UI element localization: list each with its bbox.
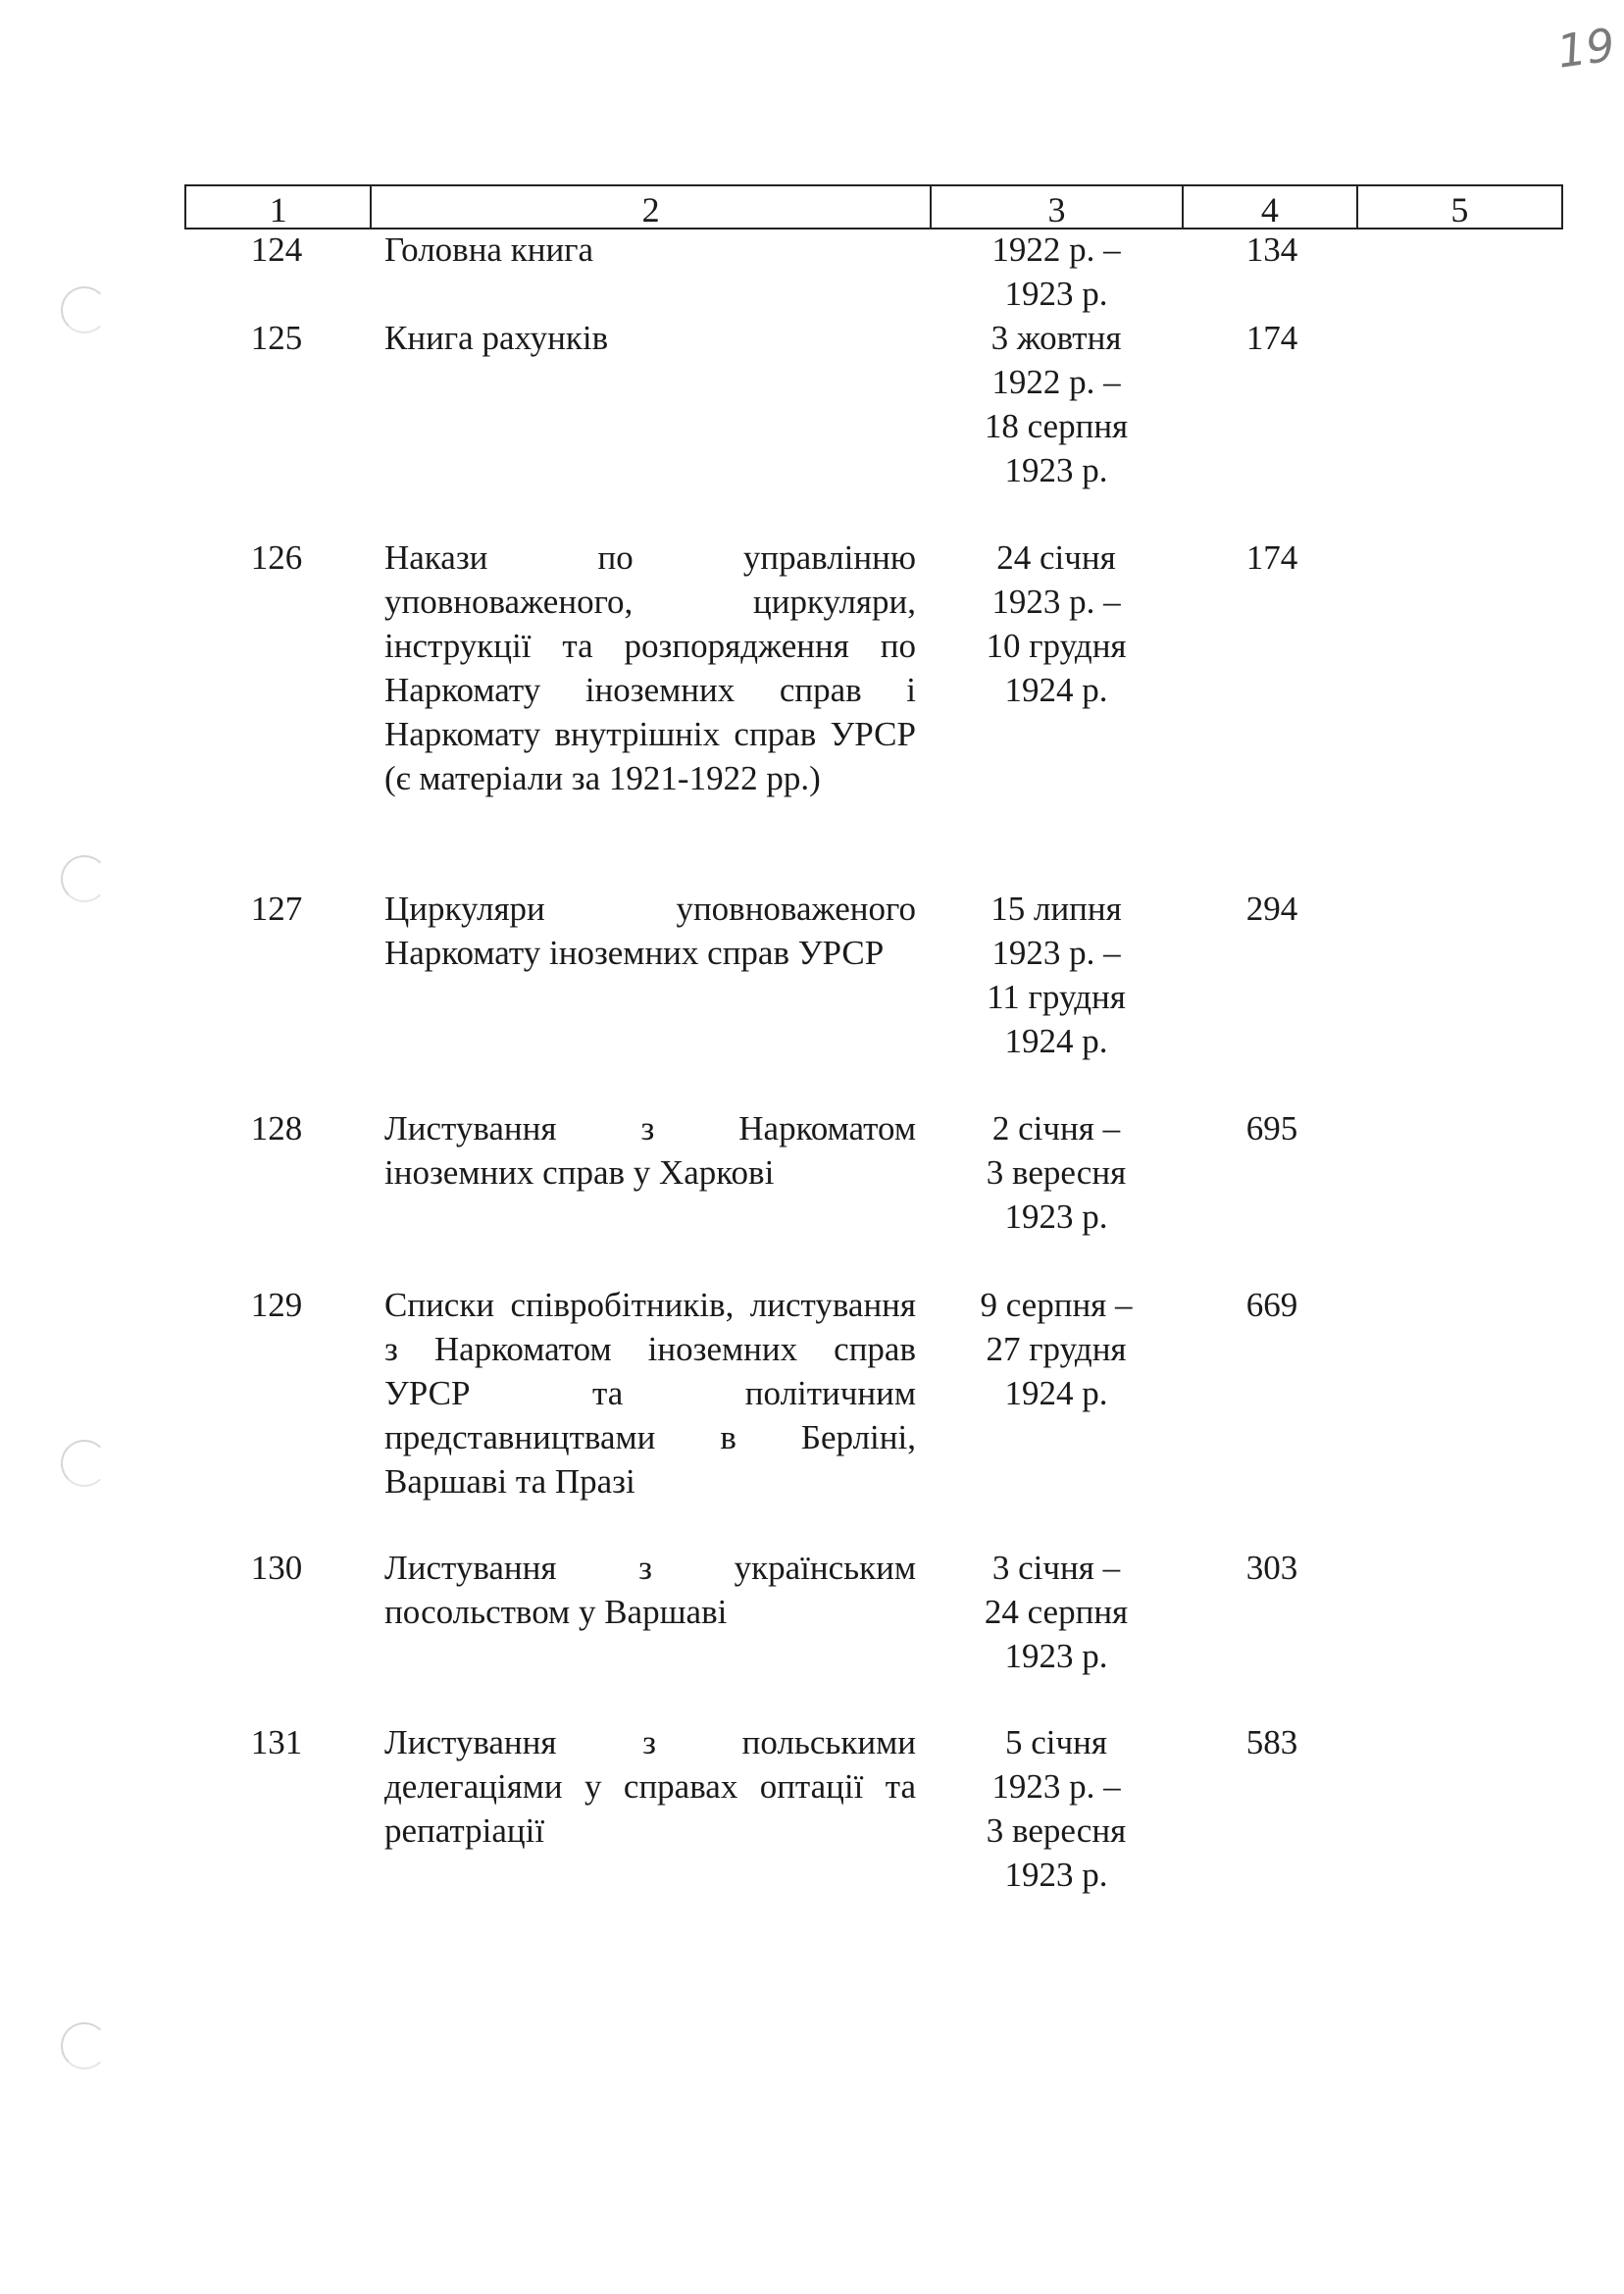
page-number: 19 <box>1553 18 1619 78</box>
date-line: 3 січня – <box>991 1549 1121 1587</box>
row-title: Листування з українським посольством у Варшаві <box>384 1549 916 1631</box>
date-line: 5 січня <box>1005 1723 1107 1761</box>
row-number: 126 <box>250 538 303 577</box>
date-line: 1923 р. <box>1004 275 1108 313</box>
row-number: 130 <box>250 1549 303 1587</box>
row-number: 125 <box>250 319 303 357</box>
date-line: 3 вересня <box>986 1811 1127 1850</box>
row-dates <box>930 887 1183 1063</box>
date-line: 10 грудня <box>986 627 1127 665</box>
row-sheet-count: 174 <box>1245 538 1298 577</box>
date-line: 2 січня – <box>991 1109 1121 1147</box>
row-dates <box>930 535 1183 712</box>
row-title: Листування з польськими делегаціями у справах оптації та репатріації <box>384 1723 916 1850</box>
row-sheet-count: 669 <box>1245 1286 1298 1324</box>
column-header: 2 <box>372 186 931 228</box>
row-number: 131 <box>250 1723 303 1761</box>
date-line: 27 грудня <box>986 1330 1127 1368</box>
row-title: Циркуляри уповноваженого Наркомату іноземних справ УРСР <box>384 890 916 972</box>
date-line: 1922 р. – <box>991 363 1121 401</box>
date-line: 24 серпня <box>984 1593 1129 1631</box>
punch-hole <box>61 286 108 333</box>
column-header: 5 <box>1450 190 1469 229</box>
row-sheet-count: 134 <box>1245 230 1298 269</box>
date-line: 11 грудня <box>987 978 1126 1016</box>
date-line: 1924 р. <box>1004 671 1108 709</box>
row-number: 124 <box>250 230 303 269</box>
row-title: Книга рахунків <box>384 319 609 357</box>
column-header: 4 <box>1184 186 1358 228</box>
row-number: 127 <box>250 890 303 928</box>
row-sheet-count: 695 <box>1245 1109 1298 1147</box>
row-title: Головна книга <box>384 230 594 269</box>
date-line: 3 жовтня <box>990 319 1122 357</box>
row-title: Накази по управлінню уповноваженого, циркуляри, інструкції та розпорядження по Наркомату іноземних справ і Наркомату внутрішніх справ УРСР (є матеріали за 1921-1922 рр.) <box>384 538 916 797</box>
row-sheet-count: 174 <box>1245 319 1298 357</box>
date-line: 1924 р. <box>1004 1374 1108 1412</box>
date-line: 3 вересня <box>986 1153 1127 1192</box>
row-title: Листування з Наркоматом іноземних справ у Харкові <box>384 1109 916 1192</box>
date-line: 1923 р. <box>1004 1856 1108 1894</box>
row-title: Списки співробітників, листування з Наркоматом іноземних справ УРСР та політичним представництвами в Берліні, Варшаві та Празі <box>384 1286 916 1501</box>
column-header: 3 <box>932 186 1184 228</box>
row-number: 128 <box>250 1109 303 1147</box>
column-header-row <box>184 184 1563 229</box>
date-line: 15 липня <box>990 890 1122 928</box>
date-line: 18 серпня <box>984 407 1129 445</box>
date-line: 1924 р. <box>1004 1022 1108 1060</box>
row-sheet-count: 303 <box>1245 1549 1298 1587</box>
date-line: 1923 р. – <box>991 1767 1121 1806</box>
column-header: 1 <box>186 186 372 228</box>
date-line: 1923 р. <box>1004 1198 1108 1236</box>
row-sheet-count: 294 <box>1245 890 1298 928</box>
date-line: 1923 р. – <box>991 583 1121 621</box>
row-dates <box>930 1283 1183 1415</box>
row-dates <box>930 228 1183 316</box>
date-line: 24 січня <box>996 538 1116 577</box>
punch-hole <box>61 1440 108 1487</box>
date-line: 1923 р. <box>1004 1637 1108 1675</box>
punch-hole <box>61 855 108 902</box>
row-dates <box>930 316 1183 492</box>
date-line: 1923 р. – <box>991 934 1121 972</box>
row-dates <box>930 1720 1183 1897</box>
date-line: 9 серпня – <box>980 1286 1133 1324</box>
punch-hole <box>61 2022 108 2069</box>
date-line: 1922 р. – <box>991 230 1121 269</box>
row-dates <box>930 1546 1183 1678</box>
row-dates <box>930 1106 1183 1239</box>
row-number: 129 <box>250 1286 303 1324</box>
date-line: 1923 р. <box>1004 451 1108 489</box>
row-sheet-count: 583 <box>1245 1723 1298 1761</box>
